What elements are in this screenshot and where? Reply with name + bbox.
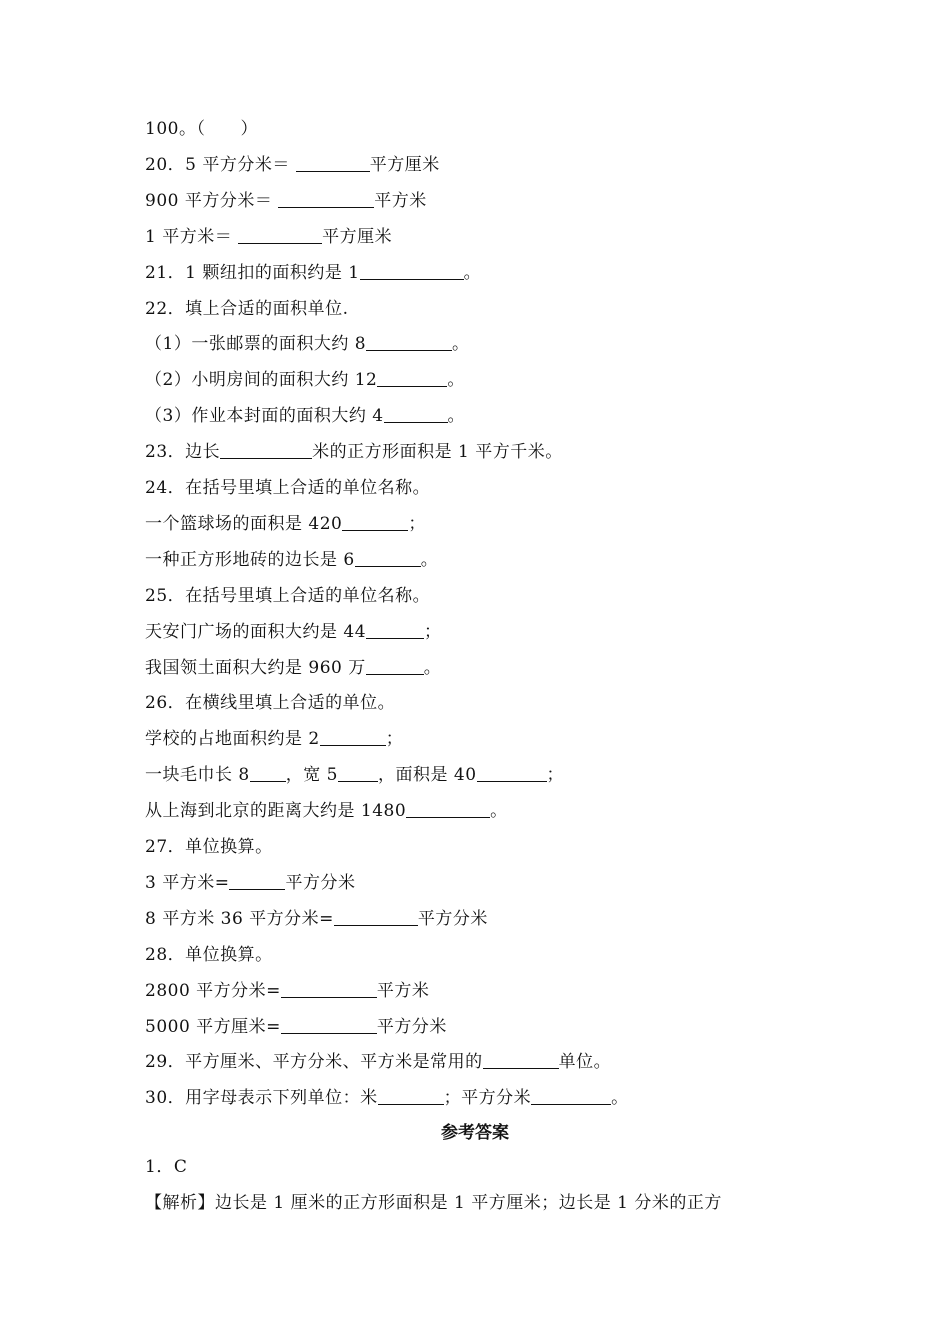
line-text: 900 平方分米＝ [145, 190, 279, 211]
line-a1 [145, 1154, 187, 1180]
answer-blank[interactable] [229, 871, 285, 890]
line-q25-a [145, 619, 442, 645]
line-text: 。 [420, 549, 439, 570]
answer-blank[interactable] [531, 1086, 611, 1105]
answer-blank[interactable] [355, 548, 421, 567]
line-text: 21．1 颗纽扣的面积约是 1 [145, 262, 360, 283]
line-q28 [145, 942, 273, 968]
line-q21 [145, 260, 481, 286]
line-text: 平方厘米 [369, 154, 440, 175]
line-text: 平方分米 [376, 1016, 447, 1037]
line-text: 学校的占地面积约是 2 [145, 729, 320, 750]
line-text: 平方厘米 [322, 226, 393, 247]
line-text: 米的正方形面积是 1 平方千米。 [312, 442, 563, 463]
line-text: 。 [490, 801, 508, 822]
answer-blank[interactable] [378, 1086, 444, 1105]
line-q25 [145, 583, 430, 609]
answer-blank[interactable] [366, 656, 424, 675]
line-q26-b [145, 762, 564, 788]
answer-blank[interactable] [220, 440, 312, 459]
answer-blank[interactable] [406, 799, 490, 818]
line-q22-1 [145, 331, 470, 357]
line-q23 [145, 439, 563, 465]
answer-blank[interactable] [250, 763, 286, 782]
line-a1-analysis [145, 1190, 722, 1216]
line-text: 30．用字母表示下列单位：米 [145, 1088, 378, 1109]
line-text: 我国领土面积大约是 960 万 [145, 657, 366, 678]
line-text: 【解析】边长是 1 厘米的正方形面积是 1 平方厘米；边长是 1 分米的正方 [145, 1193, 722, 1213]
line-text: ，面积是 40 [377, 765, 477, 786]
line-text: 29．平方厘米、平方分米、平方米是常用的 [145, 1052, 483, 1073]
line-q22-3 [145, 403, 465, 429]
line-text: 单位。 [558, 1052, 612, 1073]
line-q19-tail [145, 116, 258, 142]
line-text: 22．填上合适的面积单位. [145, 298, 349, 319]
line-text: 。 [452, 334, 470, 355]
line-q24 [145, 475, 430, 501]
line-q30 [145, 1085, 629, 1111]
line-text: ；平方分米 [443, 1088, 532, 1109]
answer-blank[interactable] [342, 512, 408, 531]
line-text: 一种正方形地砖的边长是 6 [145, 549, 355, 570]
line-text: （1）一张邮票的面积大约 8 [145, 334, 367, 355]
line-text: 2800 平方分米= [145, 980, 281, 1001]
line-text: 1 平方米＝ [145, 226, 239, 247]
line-text: 5000 平方厘米= [145, 1016, 281, 1037]
line-text: 一个篮球场的面积是 420 [145, 513, 343, 534]
line-text: 26．在横线里填上合适的单位。 [145, 693, 396, 714]
answer-blank[interactable] [281, 1015, 377, 1034]
answer-blank[interactable] [483, 1050, 559, 1069]
answer-blank[interactable] [320, 727, 386, 746]
line-q25-b [145, 655, 441, 681]
line-q28-a [145, 978, 429, 1004]
line-text: 27．单位换算。 [145, 837, 273, 857]
line-q22-2 [145, 367, 465, 393]
answers-heading: 参考答案 [441, 1123, 509, 1143]
answer-blank[interactable] [366, 332, 452, 351]
answer-blank[interactable] [384, 404, 448, 423]
answer-blank[interactable] [334, 907, 418, 926]
answer-blank[interactable] [278, 189, 374, 208]
line-text: 平方米 [374, 190, 427, 211]
line-q24-a [145, 511, 426, 537]
line-text: 平方分米 [417, 908, 488, 929]
line-text: ，宽 5 [285, 765, 338, 786]
line-text: ； [546, 765, 565, 786]
line-text: 一块毛巾长 8 [145, 765, 250, 786]
line-text: 25．在括号里填上合适的单位名称。 [145, 585, 431, 606]
line-q27-a [145, 870, 355, 896]
line-q29 [145, 1049, 611, 1075]
line-text: 。 [447, 370, 465, 391]
line-text: 8 平方米 36 平方分米= [145, 908, 334, 929]
line-text: 从上海到北京的距离大约是 1480 [145, 801, 407, 822]
line-text: 23．边长 [145, 442, 221, 463]
line-q28-b [145, 1014, 447, 1040]
answer-blank[interactable] [238, 225, 322, 244]
answer-blank[interactable] [477, 763, 547, 782]
line-text: 24．在括号里填上合适的单位名称。 [145, 478, 431, 498]
answer-blank[interactable] [377, 368, 447, 387]
line-q27 [145, 834, 273, 860]
line-q26-a [145, 726, 403, 752]
line-q26 [145, 690, 395, 716]
line-text: ； [408, 513, 426, 534]
line-q20-c [145, 224, 392, 250]
line-text: （3）作业本封面的面积大约 4 [145, 406, 384, 427]
line-text: 。 [611, 1088, 629, 1109]
line-text: 1．C [145, 1157, 188, 1177]
line-q27-b [145, 906, 488, 932]
line-text: 平方分米 [285, 872, 356, 893]
line-q26-c [145, 798, 508, 824]
line-text: 。 [447, 406, 466, 427]
answer-blank[interactable] [296, 153, 370, 172]
line-q20-b [145, 188, 427, 214]
answer-blank[interactable] [338, 763, 378, 782]
line-text: 100。（ ） [145, 119, 258, 139]
line-text: 平方米 [376, 980, 430, 1001]
line-text: ； [424, 621, 442, 642]
line-text: ； [385, 729, 404, 750]
line-text: 天安门广场的面积大约是 44 [145, 621, 367, 642]
line-text: 。 [423, 657, 442, 678]
answer-blank[interactable] [281, 979, 377, 998]
line-q22 [145, 296, 349, 322]
line-text: 。 [463, 262, 482, 283]
line-text: （2）小明房间的面积大约 12 [145, 370, 378, 391]
line-q24-b [145, 547, 438, 573]
answer-blank[interactable] [366, 620, 424, 639]
line-text: 3 平方米= [145, 872, 230, 893]
line-q20-a [145, 152, 440, 178]
line-text: 20．5 平方分米＝ [145, 154, 296, 175]
answer-blank[interactable] [360, 261, 464, 280]
line-text: 28．单位换算。 [145, 944, 273, 965]
